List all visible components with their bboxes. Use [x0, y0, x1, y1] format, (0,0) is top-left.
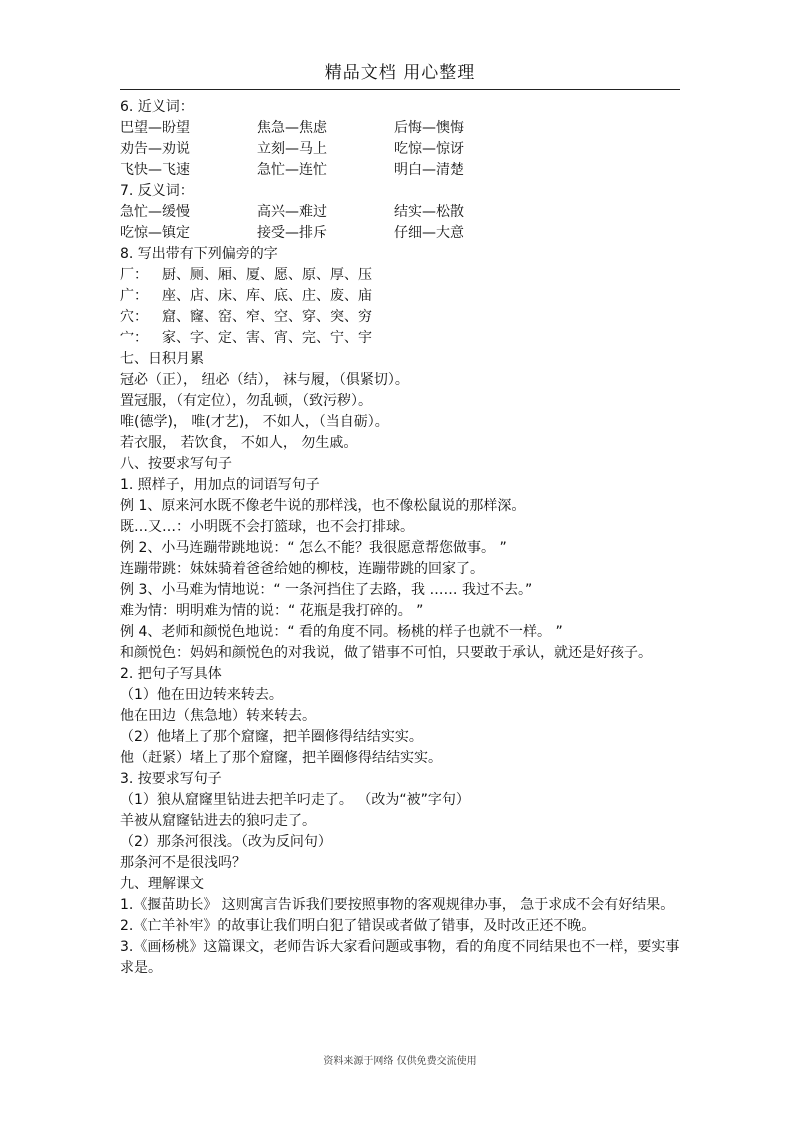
sentence-line: 他在田边（焦急地）转来转去。	[120, 708, 316, 724]
subheading: 3. 按要求写句子	[120, 771, 222, 787]
sentence-line: （2）他堵上了那个窟窿，把羊圈修得结结实实。	[120, 729, 423, 745]
sentence-line: （2）那条河很浅。（改为反问句）	[120, 834, 332, 850]
accumulation-line: 置冠服，（有定位），勿乱顿，（致污秽）。	[120, 393, 372, 409]
subheading: 1. 照样子，用加点的词语写句子	[120, 477, 320, 493]
radical-row	[120, 286, 680, 307]
example-line: 既…又…：小明既不会打篮球，也不会打排球。	[120, 519, 414, 535]
sentence-line: （1）他在田边转来转去。	[120, 687, 283, 703]
synonym-pair: 劝告—劝说	[120, 141, 190, 157]
sentence-line: 羊被从窟窿钻进去的狼叼走了。	[120, 813, 316, 829]
antonym-pair: 吃惊—镇定	[120, 225, 190, 241]
comprehension-item: 1.《揠苗助长》 这则寓言告诉我们要按照事物的客观规律办事， 急于求成不会有好结果。	[120, 897, 675, 913]
radical-row	[120, 307, 680, 328]
synonym-pair: 急忙—连忙	[257, 162, 327, 178]
page-footer: 资料来源于网络 仅供免费交流使用	[323, 1056, 477, 1067]
comprehension-heading: 九、理解课文	[120, 876, 204, 892]
document-body	[120, 97, 680, 979]
accumulation-line: 若衣服， 若饮食， 不如人， 勿生戚。	[120, 435, 358, 451]
header-divider	[120, 89, 680, 90]
radical-row	[120, 265, 680, 286]
radical-label: 广：	[120, 288, 148, 304]
example-line: 例 1、原来河水既不像老牛说的那样浅，也不像松鼠说的那样深。	[120, 498, 526, 514]
radical-label: 厂：	[120, 267, 148, 283]
antonym-row	[120, 202, 680, 223]
antonyms-heading: 7. 反义词：	[120, 183, 194, 199]
radical-chars: 家、字、定、害、宵、完、宁、宇	[162, 330, 372, 346]
accumulation-line: 唯(德学)， 唯(才艺)， 不如人，（当自砺）。	[120, 414, 389, 430]
radical-label: 穴：	[120, 309, 148, 325]
example-line: 连蹦带跳：妹妹骑着爸爸给她的柳枝，连蹦带跳的回家了。	[120, 561, 484, 577]
radical-label: 宀：	[120, 330, 148, 346]
synonym-pair: 飞快—飞速	[120, 162, 190, 178]
radical-chars: 厨、厕、厢、厦、愿、原、厚、压	[162, 267, 372, 283]
synonym-pair: 巴望—盼望	[120, 120, 190, 136]
synonym-row	[120, 139, 680, 160]
antonym-pair: 仔细—大意	[394, 225, 464, 241]
antonym-pair: 高兴—难过	[257, 204, 327, 220]
sentence-line: 他（赶紧）堵上了那个窟窿，把羊圈修得结结实实。	[120, 750, 442, 766]
synonym-pair: 吃惊—惊讶	[394, 141, 464, 157]
synonym-pair: 后悔—懊悔	[394, 120, 464, 136]
sentences-heading: 八、按要求写句子	[120, 456, 232, 472]
accumulation-heading: 七、日积月累	[120, 351, 204, 367]
accumulation-line: 冠必（正）， 纽必（结）， 袜与履，（俱紧切）。	[120, 372, 409, 388]
example-line: 例 3、小马难为情地说：“ 一条河挡住了去路，我 …… 我过不去。”	[120, 582, 533, 598]
sentence-line: 那条河不是很浅吗？	[120, 855, 246, 871]
example-line: 例 2、小马连蹦带跳地说：“ 怎么不能？我很愿意帮您做事。 ”	[120, 540, 507, 556]
comprehension-item: 2.《亡羊补牢》的故事让我们明白犯了错误或者做了错事，及时改正还不晚。	[120, 918, 596, 934]
synonym-row	[120, 118, 680, 139]
synonym-pair: 焦急—焦虑	[257, 120, 327, 136]
synonym-row	[120, 160, 680, 181]
synonym-pair: 立刻—马上	[257, 141, 327, 157]
antonym-pair: 接受—排斥	[257, 225, 327, 241]
radicals-heading: 8. 写出带有下列偏旁的字	[120, 246, 278, 262]
synonyms-heading: 6. 近义词：	[120, 99, 194, 115]
antonym-row	[120, 223, 680, 244]
radical-chars: 窟、窿、窑、窄、空、穿、突、穷	[162, 309, 372, 325]
synonym-pair: 明白—清楚	[394, 162, 464, 178]
sentence-line: （1）狼从窟窿里钻进去把羊叼走了。 （改为“被”字句）	[120, 792, 470, 808]
radical-row	[120, 328, 680, 349]
page-header: 精品文档 用心整理	[324, 63, 476, 83]
antonym-pair: 急忙—缓慢	[120, 204, 190, 220]
subheading: 2. 把句子写具体	[120, 666, 222, 682]
comprehension-item: 3.《画杨桃》这篇课文，老师告诉大家看问题或事物，看的角度不同结果也不一样，要实事求是。	[120, 939, 680, 976]
example-line-wrapped: 和颜悦色：妈妈和颜悦色的对我说，做了错事不可怕，只要敢于承认，就还是好孩子。	[120, 645, 652, 661]
antonym-pair: 结实—松散	[394, 204, 464, 220]
example-line: 难为情：明明难为情的说：“ 花瓶是我打碎的。 ”	[120, 603, 424, 619]
example-line: 例 4、老师和颜悦色地说：“ 看的角度不同。杨桃的样子也就不一样。 ”	[120, 624, 563, 640]
radical-chars: 座、店、床、库、底、庄、废、庙	[162, 288, 372, 304]
